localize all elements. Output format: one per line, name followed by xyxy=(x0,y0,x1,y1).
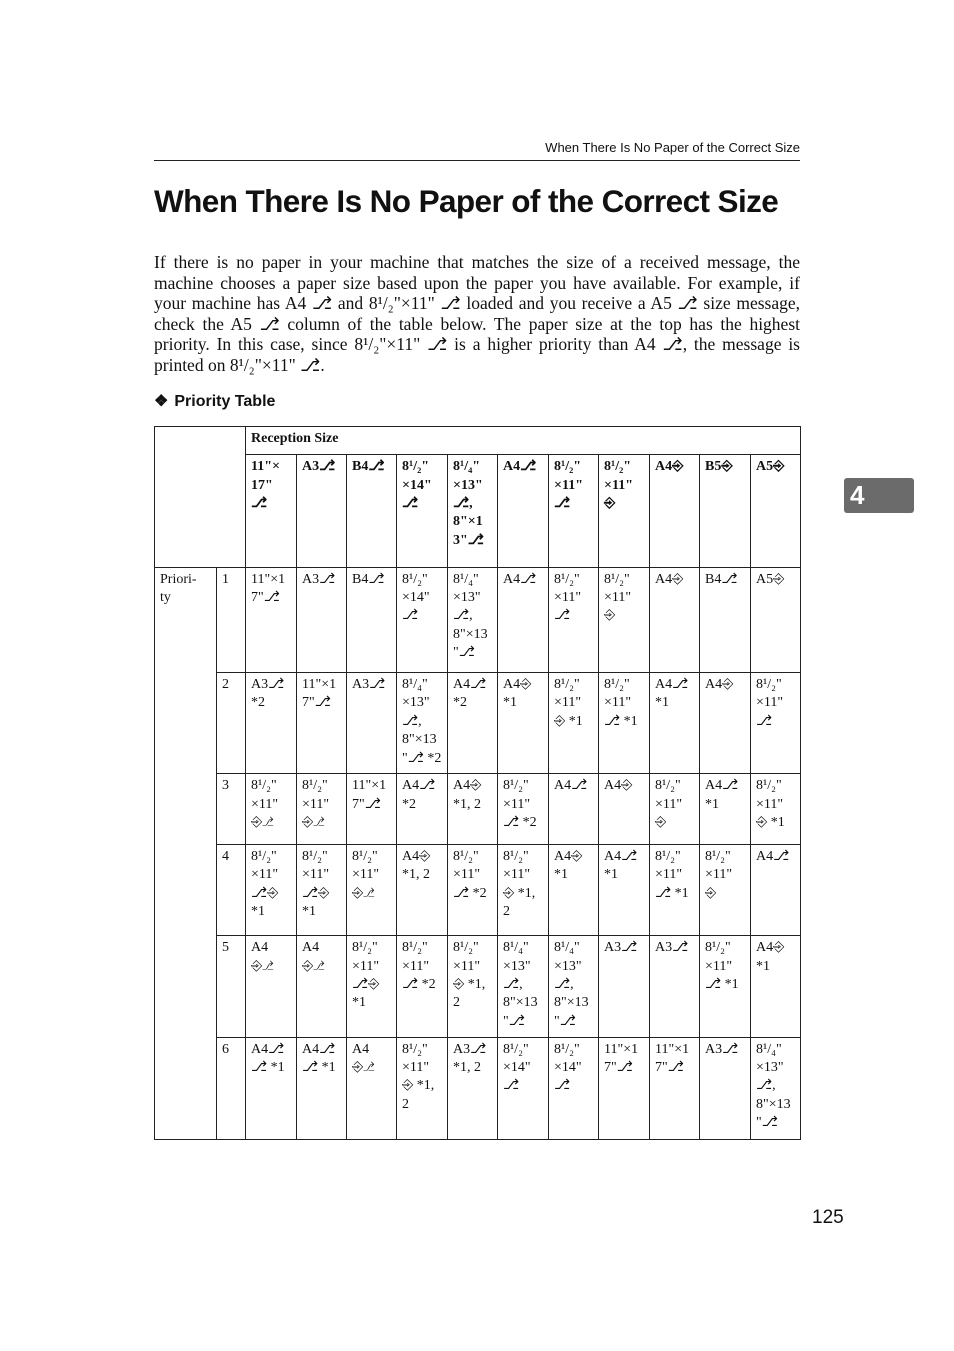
table-cell: A3⎇ *1, 2 xyxy=(448,1037,498,1139)
table-cell: A4⎇ *2 xyxy=(397,774,448,844)
table-cell: 8¹/₂" ×11" ⎇⎆ *1 xyxy=(297,844,347,935)
table-cell: 8¹/₂" ×11" ⎇ *1 xyxy=(700,936,751,1037)
table-cell: 8¹/₂" ×11" ⎆ *1 xyxy=(549,673,599,774)
table-cell: A4⎆ xyxy=(599,774,650,844)
table-cell: 8¹/₂" ×11" ⎆ *1 xyxy=(751,774,801,844)
table-cell: A4⎆ *1 xyxy=(751,936,801,1037)
section-heading-text: Priority Table xyxy=(174,393,276,410)
page-title: When There Is No Paper of the Correct Size xyxy=(154,183,779,219)
table-cell: A4⎇ ⎇ *1 xyxy=(297,1037,347,1139)
table-cell: 8¹/₂" ×14" ⎇ xyxy=(498,1037,549,1139)
table-cell: 8¹/₂" ×11" ⎇ *1 xyxy=(650,844,700,935)
table-cell: 8¹/₂" ×11" ⎇ *2 xyxy=(498,774,549,844)
column-header: 8¹/₄" ×13" ⎇, 8"×1 3"⎇ xyxy=(448,455,498,567)
reception-size-label: Reception Size xyxy=(246,427,801,455)
priority-label: Priori- ty xyxy=(155,567,217,1139)
diamond-bullet-icon: ❖ xyxy=(154,393,169,410)
table-cell: 11"×1 7"⎇ xyxy=(650,1037,700,1139)
priority-row xyxy=(155,844,801,935)
table-cell: A5⎆ xyxy=(751,567,801,672)
intro-paragraph: If there is no paper in your machine that matches the size of a received message, the machine chooses a paper size based upon the paper you have available. For example, if your machine has A4 ⎇ and 8¹/₂"×11" ⎇ loaded and you receive a A5 ⎇ size message, check the A5 ⎇ column of the table below. The paper size at the top has the highest priority. In this case, since 8¹/₂"×11" ⎇ is a higher priority than A4 ⎇, the message is printed on 8¹/₂"×11" ⎇. xyxy=(154,252,800,375)
table-cell: 8¹/₂" ×11" ⎇ xyxy=(549,567,599,672)
table-cell: 8¹/₄" ×13" ⎇, 8"×13 "⎇ xyxy=(549,936,599,1037)
column-header: B4⎇ xyxy=(347,455,397,567)
table-cell: A3⎇ xyxy=(297,567,347,672)
table-cell: 8¹/₂" ×14" ⎇ xyxy=(397,567,448,672)
table-cell: A3⎇ xyxy=(700,1037,751,1139)
table-cell: 8¹/₂" ×11" ⎆⎇ xyxy=(347,844,397,935)
table-cell: 8¹/₂" ×11" ⎆ *1, 2 xyxy=(397,1037,448,1139)
priority-number: 2 xyxy=(217,673,246,774)
table-cell: 11"×1 7"⎇ xyxy=(347,774,397,844)
priority-number: 5 xyxy=(217,936,246,1037)
table-cell: A4 ⎆⎇ xyxy=(347,1037,397,1139)
priority-number: 6 xyxy=(217,1037,246,1139)
table-cell: 8¹/₂" ×11" ⎆⎇ xyxy=(297,774,347,844)
page-number: 125 xyxy=(812,1207,844,1228)
priority-number: 1 xyxy=(217,567,246,672)
table-cell: 11"×1 7"⎇ xyxy=(297,673,347,774)
chapter-tab: 4 xyxy=(844,478,914,513)
column-header: A3⎇ xyxy=(297,455,347,567)
table-cell: A3⎇ *2 xyxy=(246,673,297,774)
table-cell: A4⎆ xyxy=(650,567,700,672)
table-cell: 8¹/₂" ×11" ⎇ xyxy=(751,673,801,774)
table-cell: 8¹/₂" ×14" ⎇ xyxy=(549,1037,599,1139)
table-cell: 8¹/₄" ×13" ⎇, 8"×13 "⎇ xyxy=(448,567,498,672)
table-cell: 8¹/₂" ×11" ⎆ xyxy=(700,844,751,935)
table-cell: 8¹/₂" ×11" ⎆ xyxy=(650,774,700,844)
column-header: A4⎆ xyxy=(650,455,700,567)
table-cell: A4⎆ *1, 2 xyxy=(448,774,498,844)
table-cell: 8¹/₄" ×13" ⎇, 8"×13 "⎇ *2 xyxy=(397,673,448,774)
table-cell: A4⎇ *2 xyxy=(448,673,498,774)
priority-row xyxy=(155,774,801,844)
table-cell: A4⎇ *1 xyxy=(700,774,751,844)
table-cell: A4 ⎆⎇ xyxy=(246,936,297,1037)
table-cell: A4⎇ *1 xyxy=(650,673,700,774)
table-cell: A4⎇ xyxy=(498,567,549,672)
column-header-row xyxy=(155,455,801,567)
table-cell: 8¹/₄" ×13" ⎇, 8"×13 "⎇ xyxy=(498,936,549,1037)
table-cell: 8¹/₂" ×11" ⎇ *2 xyxy=(397,936,448,1037)
table-cell: 8¹/₂" ×11" ⎆ xyxy=(599,567,650,672)
column-header: 8¹/₂" ×14" ⎇ xyxy=(397,455,448,567)
priority-table-body xyxy=(155,427,801,1140)
column-header: 8¹/₂" ×11" ⎇ xyxy=(549,455,599,567)
table-corner-cell xyxy=(155,427,246,568)
table-cell: 8¹/₂" ×11" ⎇⎆ *1 xyxy=(246,844,297,935)
table-cell: A4⎆ xyxy=(700,673,751,774)
table-cell: 8¹/₂" ×11" ⎇ *1 xyxy=(599,673,650,774)
table-cell: A4⎆ *1 xyxy=(549,844,599,935)
table-cell: A4 ⎆⎇ xyxy=(297,936,347,1037)
table-cell: 8¹/₂" ×11" ⎆ *1, 2 xyxy=(498,844,549,935)
table-cell: 11"×1 7"⎇ xyxy=(246,567,297,672)
table-cell: 8¹/₂" ×11" ⎇⎆ *1 xyxy=(347,936,397,1037)
section-heading xyxy=(154,392,275,412)
table-cell: A4⎆ *1 xyxy=(498,673,549,774)
table-cell: A3⎇ xyxy=(650,936,700,1037)
priority-row xyxy=(155,567,801,672)
priority-number: 4 xyxy=(217,844,246,935)
table-cell: B4⎇ xyxy=(347,567,397,672)
table-cell: 8¹/₄" ×13" ⎇, 8"×13 "⎇ xyxy=(751,1037,801,1139)
priority-table xyxy=(154,426,801,1140)
reception-size-row xyxy=(155,427,801,455)
priority-row xyxy=(155,936,801,1037)
column-header: A5⎆ xyxy=(751,455,801,567)
table-cell: A3⎇ xyxy=(599,936,650,1037)
table-cell: A4⎆ *1, 2 xyxy=(397,844,448,935)
table-cell: 8¹/₂" ×11" ⎆⎇ xyxy=(246,774,297,844)
table-cell: A4⎇ *1 xyxy=(599,844,650,935)
table-cell: 8¹/₂" ×11" ⎆ *1, 2 xyxy=(448,936,498,1037)
priority-number: 3 xyxy=(217,774,246,844)
priority-row xyxy=(155,1037,801,1139)
table-cell: B4⎇ xyxy=(700,567,751,672)
table-cell: A4⎇ ⎇ *1 xyxy=(246,1037,297,1139)
priority-row xyxy=(155,673,801,774)
table-cell: 8¹/₂" ×11" ⎇ *2 xyxy=(448,844,498,935)
running-header: When There Is No Paper of the Correct Size xyxy=(154,139,800,161)
table-cell: A4⎇ xyxy=(549,774,599,844)
table-cell: A3⎇ xyxy=(347,673,397,774)
column-header: A4⎇ xyxy=(498,455,549,567)
table-cell: A4⎇ xyxy=(751,844,801,935)
column-header: 11"× 17" ⎇ xyxy=(246,455,297,567)
column-header: B5⎆ xyxy=(700,455,751,567)
table-cell: 11"×1 7"⎇ xyxy=(599,1037,650,1139)
column-header: 8¹/₂" ×11" ⎆ xyxy=(599,455,650,567)
